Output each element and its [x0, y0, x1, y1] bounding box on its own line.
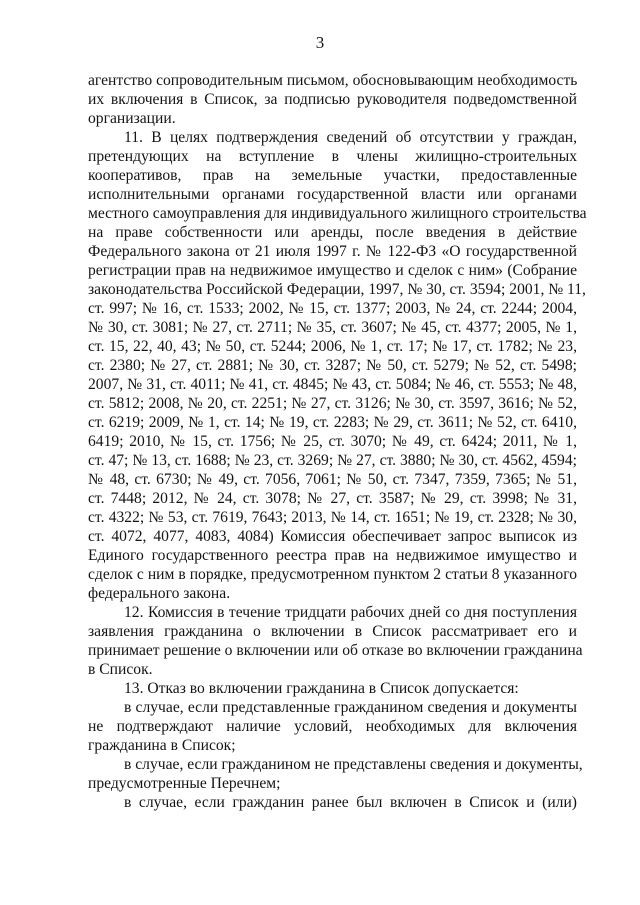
page-number: 3: [315, 33, 325, 52]
text-line: кооперативов, прав на земельные участки, предоставленные: [88, 167, 577, 184]
text-line: принимает решение о включении или об отказе во включении гражданина: [88, 642, 583, 659]
paragraph-case-2: [88, 755, 583, 793]
text-line: не подтверждают наличие условий, необходимых для включения: [88, 718, 577, 735]
text-line: № 30, ст. 3081; № 27, ст. 2711; № 35, ст. 3607; № 45, ст. 4377; 2005, № 1,: [88, 319, 577, 336]
text-line: организации.: [88, 110, 176, 127]
text-line: ст. 5812; 2008, № 20, ст. 2251; № 27, ст. 3126; № 30, ст. 3597, 3616; № 52,: [88, 395, 577, 412]
text-line: 6419; 2010, № 15, ст. 1756; № 25, ст. 3070; № 49, ст. 6424; 2011, № 1,: [88, 433, 577, 450]
text-line: ст. 4072, 4077, 4083, 4084) Комиссия обеспечивает запрос выписок из: [88, 528, 577, 545]
text-line: ст. 15, 22, 40, 43; № 50, ст. 5244; 2006, № 1, ст. 17; № 17, ст. 1782; № 23,: [88, 338, 577, 355]
text-line: их включения в Список, за подписью руководителя подведомственной: [88, 91, 577, 108]
paragraph-item-11: [88, 128, 587, 603]
text-line: в случае, если представленные гражданином сведения и документы: [124, 699, 577, 716]
text-line: ст. 6219; 2009, № 1, ст. 14; № 19, ст. 2283; № 29, ст. 3611; № 52, ст. 6410,: [88, 414, 577, 431]
text-line: ст. 7448; 2012, № 24, ст. 3078; № 27, ст. 3587; № 29, ст. 3998; № 31,: [88, 490, 577, 507]
text-line: агентство сопроводительным письмом, обосновывающим необходимость: [88, 72, 578, 89]
text-line: местного самоуправления для индивидуального жилищного строительства: [88, 205, 587, 222]
paragraph-case-1: [88, 698, 577, 755]
document-body: [88, 71, 587, 812]
text-line: заявления гражданина о включении в Список рассматривает его и: [88, 623, 577, 640]
text-line: исполнительными органами государственной власти или органами: [88, 186, 577, 203]
text-line: 11. В целях подтверждения сведений об отсутствии у граждан,: [124, 129, 577, 146]
text-line: ст. 997; № 16, ст. 1533; 2002, № 15, ст. 1377; 2003, № 24, ст. 2244; 2004,: [88, 300, 577, 317]
text-line: ст. 47; № 13, ст. 1688; № 23, ст. 3269; № 27, ст. 3880; № 30, ст. 4562, 4594;: [88, 452, 577, 469]
text-line: 2007, № 31, ст. 4011; № 41, ст. 4845; № 43, ст. 5084; № 46, ст. 5553; № 48,: [88, 376, 577, 393]
text-line: 13. Отказ во включении гражданина в Список допускается:: [124, 680, 519, 697]
text-line: предусмотренные Перечнем;: [88, 775, 281, 792]
text-line: в случае, если гражданин ранее был включен в Список и (или): [124, 794, 577, 811]
text-line: ст. 4322; № 53, ст. 7619, 7643; 2013, № 14, ст. 1651; № 19, ст. 2328; № 30,: [88, 509, 577, 526]
text-line: сделок с ним в порядке, предусмотренном пунктом 2 статьи 8 указанного: [88, 566, 577, 583]
paragraph-case-3: [88, 793, 577, 812]
text-line: № 48, ст. 6730; № 49, ст. 7056, 7061; № 50, ст. 7347, 7359, 7365; № 51,: [88, 471, 577, 488]
text-line: ст. 2380; № 27, ст. 2881; № 30, ст. 3287; № 50, ст. 5279; № 52, ст. 5498;: [88, 357, 577, 374]
text-line: в Список.: [88, 661, 153, 678]
text-line: законодательства Российской Федерации, 1997, № 30, ст. 3594; 2001, № 11,: [88, 281, 586, 298]
text-line: в случае, если гражданином не представлены сведения и документы,: [124, 756, 583, 773]
text-line: регистрации прав на недвижимое имущество и сделок с ним» (Собрание: [88, 262, 577, 279]
text-line: на праве собственности или аренды, после введения в действие: [88, 224, 577, 241]
text-line: претендующих на вступление в члены жилищно-строительных: [88, 148, 577, 165]
text-line: Федерального закона от 21 июля 1997 г. № 122-ФЗ «О государственной: [88, 243, 577, 260]
paragraph-continuation: [88, 71, 577, 128]
text-line: федерального закона.: [88, 585, 231, 602]
text-line: Единого государственного реестра прав на недвижимое имущество и: [88, 547, 577, 564]
paragraph-item-13: [88, 679, 577, 698]
paragraph-item-12: [88, 603, 583, 679]
text-line: гражданина в Список;: [88, 737, 236, 754]
text-line: 12. Комиссия в течение тридцати рабочих дней со дня поступления: [124, 604, 577, 621]
